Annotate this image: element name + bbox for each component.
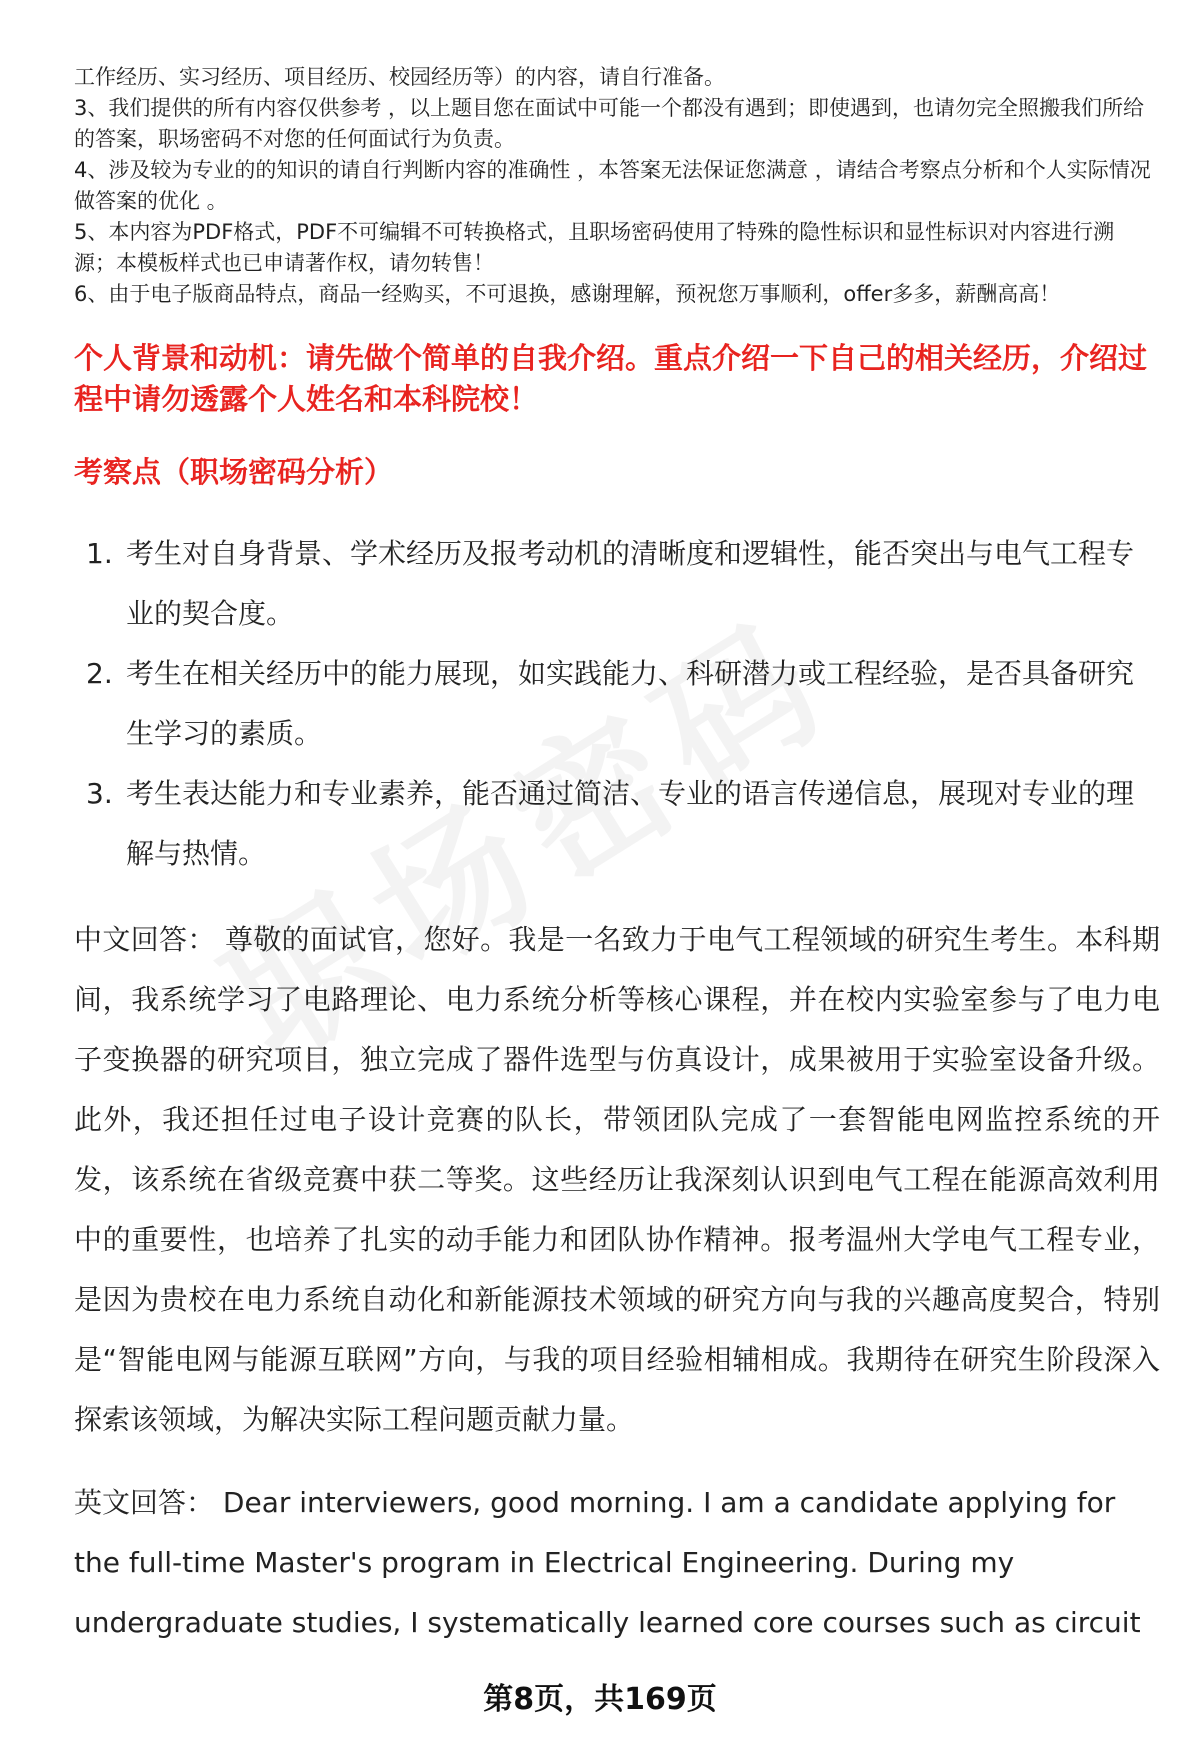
note-line: 3、我们提供的所有内容仅供参考 ，以上题目您在面试中可能一个都没有遇到；即使遇到，也请勿完全照搬我们所给的答案，职场密码不对您的任何面试行为负责。 [74,96,1145,151]
note-line: 5、本内容为PDF格式，PDF不可编辑不可转换格式，且职场密码使用了特殊的隐性标识和显性标识对内容进行溯源；本模板样式也已申请著作权，请勿转售！ [74,220,1115,275]
question-heading: 个人背景和动机：请先做个简单的自我介绍。重点介绍一下自己的相关经历，介绍过程中请勿透露个人姓名和本科院校！ [74,341,1148,416]
notes-section [74,62,1154,310]
note-line: 6、由于电子版商品特点，商品一经购买，不可退换，感谢理解，预祝您万事顺利，offer多多，薪酬高高！ [74,282,1061,306]
list-item [86,644,1156,764]
note-line: 4、涉及较为专业的的知识的请自行判断内容的准确性 ，本答案无法保证您满意 ，请结合考察点分析和个人实际情况做答案的优化 。 [74,158,1151,213]
list-number: 1. [86,537,113,570]
list-item [86,524,1156,644]
analysis-points [86,524,1156,884]
analysis-heading: 考察点（职场密码分析） [74,455,394,489]
list-item [86,764,1156,884]
list-number: 2. [86,657,113,690]
list-number: 3. [86,777,113,810]
note-line: 工作经历、实习经历、项目经历、校园经历等）的内容，请自行准备。 [74,65,725,89]
list-text: 考生在相关经历中的能力展现，如实践能力、科研潜力或工程经验，是否具备研究生学习的素质。 [126,657,1135,750]
list-text: 考生表达能力和专业素养，能否通过简洁、专业的语言传递信息，展现对专业的理解与热情。 [126,777,1135,870]
english-answer: 英文回答： Dear interviewers, good morning. I am a candidate applying for the full-time Master's program in Electrical Engineering. During my undergraduate studies, I systematically learned core courses such as circuit [74,1486,1141,1639]
page-footer: 第8页，共169页 [483,1682,717,1717]
list-text: 考生对自身背景、学术经历及报考动机的清晰度和逻辑性，能否突出与电气工程专业的契合度。 [126,537,1135,630]
chinese-answer: 中文回答： 尊敬的面试官，您好。我是一名致力于电气工程领域的研究生考生。本科期间，我系统学习了电路理论、电力系统分析等核心课程，并在校内实验室参与了电力电子变换器的研究项目，独立完成了器件选型与仿真设计，成果被用于实验室设备升级。此外，我还担任过电子设计竞赛的队长，带领团队完成了一套智能电网监控系统的开发，该系统在省级竞赛中获二等奖。这些经历让我深刻认识到电气工程在能源高效利用中的重要性，也培养了扎实的动手能力和团队协作精神。报考温州大学电气工程专业，是因为贵校在电力系统自动化和新能源技术领域的研究方向与我的兴趣高度契合，特别是“智能电网与能源互联网”方向，与我的项目经验相辅相成。我期待在研究生阶段深入探索该领域，为解决实际工程问题贡献力量。 [74,923,1160,1436]
